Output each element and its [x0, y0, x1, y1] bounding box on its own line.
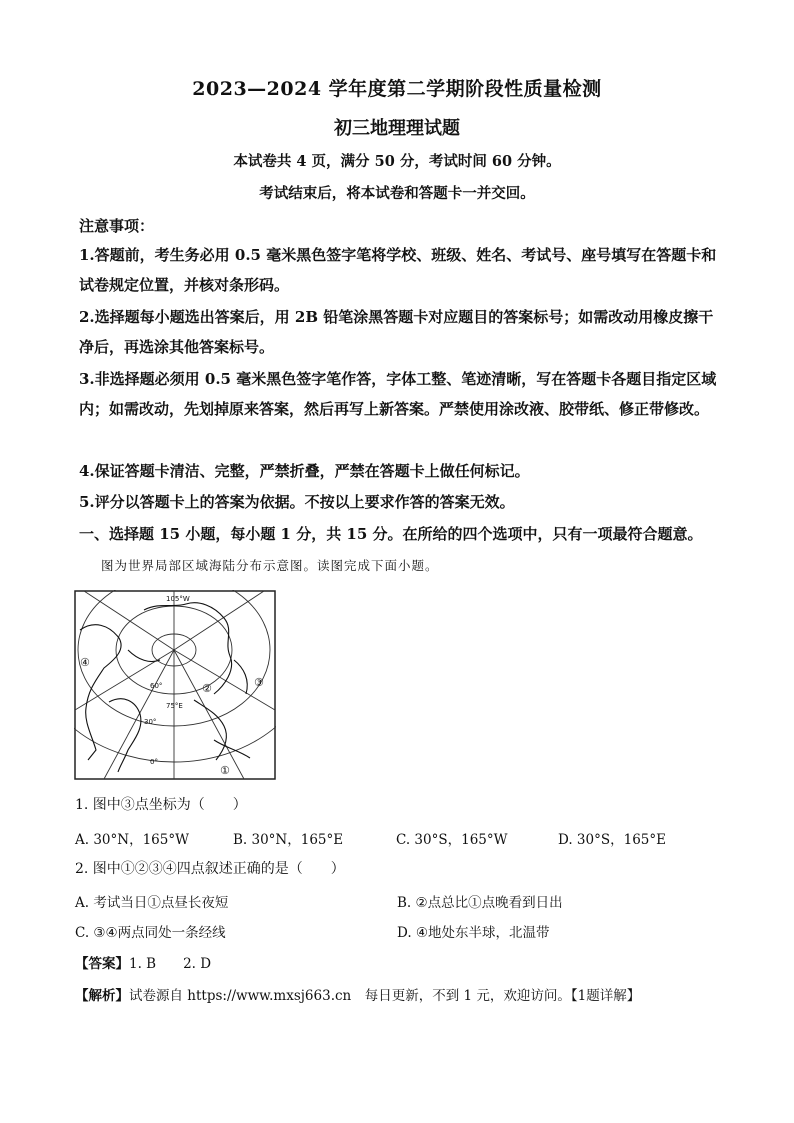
map-point-2: ② [202, 682, 212, 695]
notice-item-1: 1.答题前，考生务必用 0.5 毫米黑色签字笔将学校、班级、姓名、考试号、座号填写在答题卡和试卷规定位置，并核对条形码。 [79, 246, 717, 294]
question-1-option-a: A. 30°N，165°W [75, 832, 189, 848]
exam-info-line-2: 考试结束后，将本试卷和答题卡一并交回。 [259, 185, 535, 202]
analysis-line [75, 984, 640, 1004]
question-1-option-c: C. 30°S，165°W [396, 832, 508, 848]
exam-info-line-1: 本试卷共 4 页，满分 50 分，考试时间 60 分钟。 [233, 153, 561, 170]
question-1-stem: 1. 图中③点坐标为（ ） [75, 797, 247, 813]
map-label-lat-0: 0° [150, 758, 158, 766]
question-1-option-d: D. 30°S，165°E [558, 832, 666, 848]
section-heading: 一、选择题 15 小题，每小题 1 分，共 15 分。在所给的四个选项中，只有一项最符合题意。 [79, 525, 703, 543]
map-label-lat-30: 30° [144, 718, 157, 726]
analysis-text: 试卷源自 https://www.mxsj663.cn 每日更新，不到 1 元，欢迎访问。【1题详解】 [129, 988, 641, 1004]
analysis-tag: 【解析】 [75, 988, 129, 1004]
question-2-option-c: C. ③④两点同处一条经线 [75, 925, 226, 941]
question-2-option-d: D. ④地处东半球，北温带 [397, 925, 550, 941]
exam-title: 2023—2024 学年度第二学期阶段性质量检测 [192, 78, 602, 100]
notice-item-5: 5.评分以答题卡上的答案为依据。不按以上要求作答的答案无效。 [79, 493, 515, 511]
answer-text: 1. B 2. D [129, 956, 212, 972]
map-point-3: ③ [254, 676, 264, 689]
question-intro: 图为世界局部区域海陆分布示意图。读图完成下面小题。 [101, 558, 439, 573]
question-2-stem: 2. 图中①②③④四点叙述正确的是（ ） [75, 861, 345, 877]
map-label-lat-60: 60° [150, 682, 163, 690]
notice-item-2: 2.选择题每小题选出答案后，用 2B 铅笔涂黑答题卡对应题目的答案标号；如需改动用橡皮擦干净后，再选涂其他答案标号。 [79, 308, 714, 356]
map-point-1: ① [220, 764, 230, 777]
exam-subtitle: 初三地理理试题 [334, 118, 460, 139]
question-2-option-a: A. 考试当日①点昼长夜短 [75, 895, 229, 911]
answer-line [75, 952, 211, 972]
notice-item-3: 3.非选择题必须用 0.5 毫米黑色签字笔作答，字体工整、笔迹清晰，写在答题卡各题目指定区域内；如需改动，先划掉原来答案，然后再写上新答案。严禁使用涂改液、胶带纸、修正带修改。 [79, 370, 717, 418]
notice-heading: 注意事项： [79, 217, 155, 235]
question-2-option-b: B. ②点总比①点晚看到日出 [397, 895, 563, 911]
map-label-lon-75e: 75°E [166, 702, 183, 710]
notice-item-4: 4.保证答题卡清洁、完整，严禁折叠，严禁在答题卡上做任何标记。 [79, 462, 530, 480]
world-map-figure [74, 590, 276, 780]
map-point-4: ④ [80, 656, 90, 669]
map-label-lon-top: 105°W [166, 595, 190, 603]
answer-tag: 【答案】 [75, 956, 129, 972]
question-1-option-b: B. 30°N，165°E [233, 832, 344, 848]
